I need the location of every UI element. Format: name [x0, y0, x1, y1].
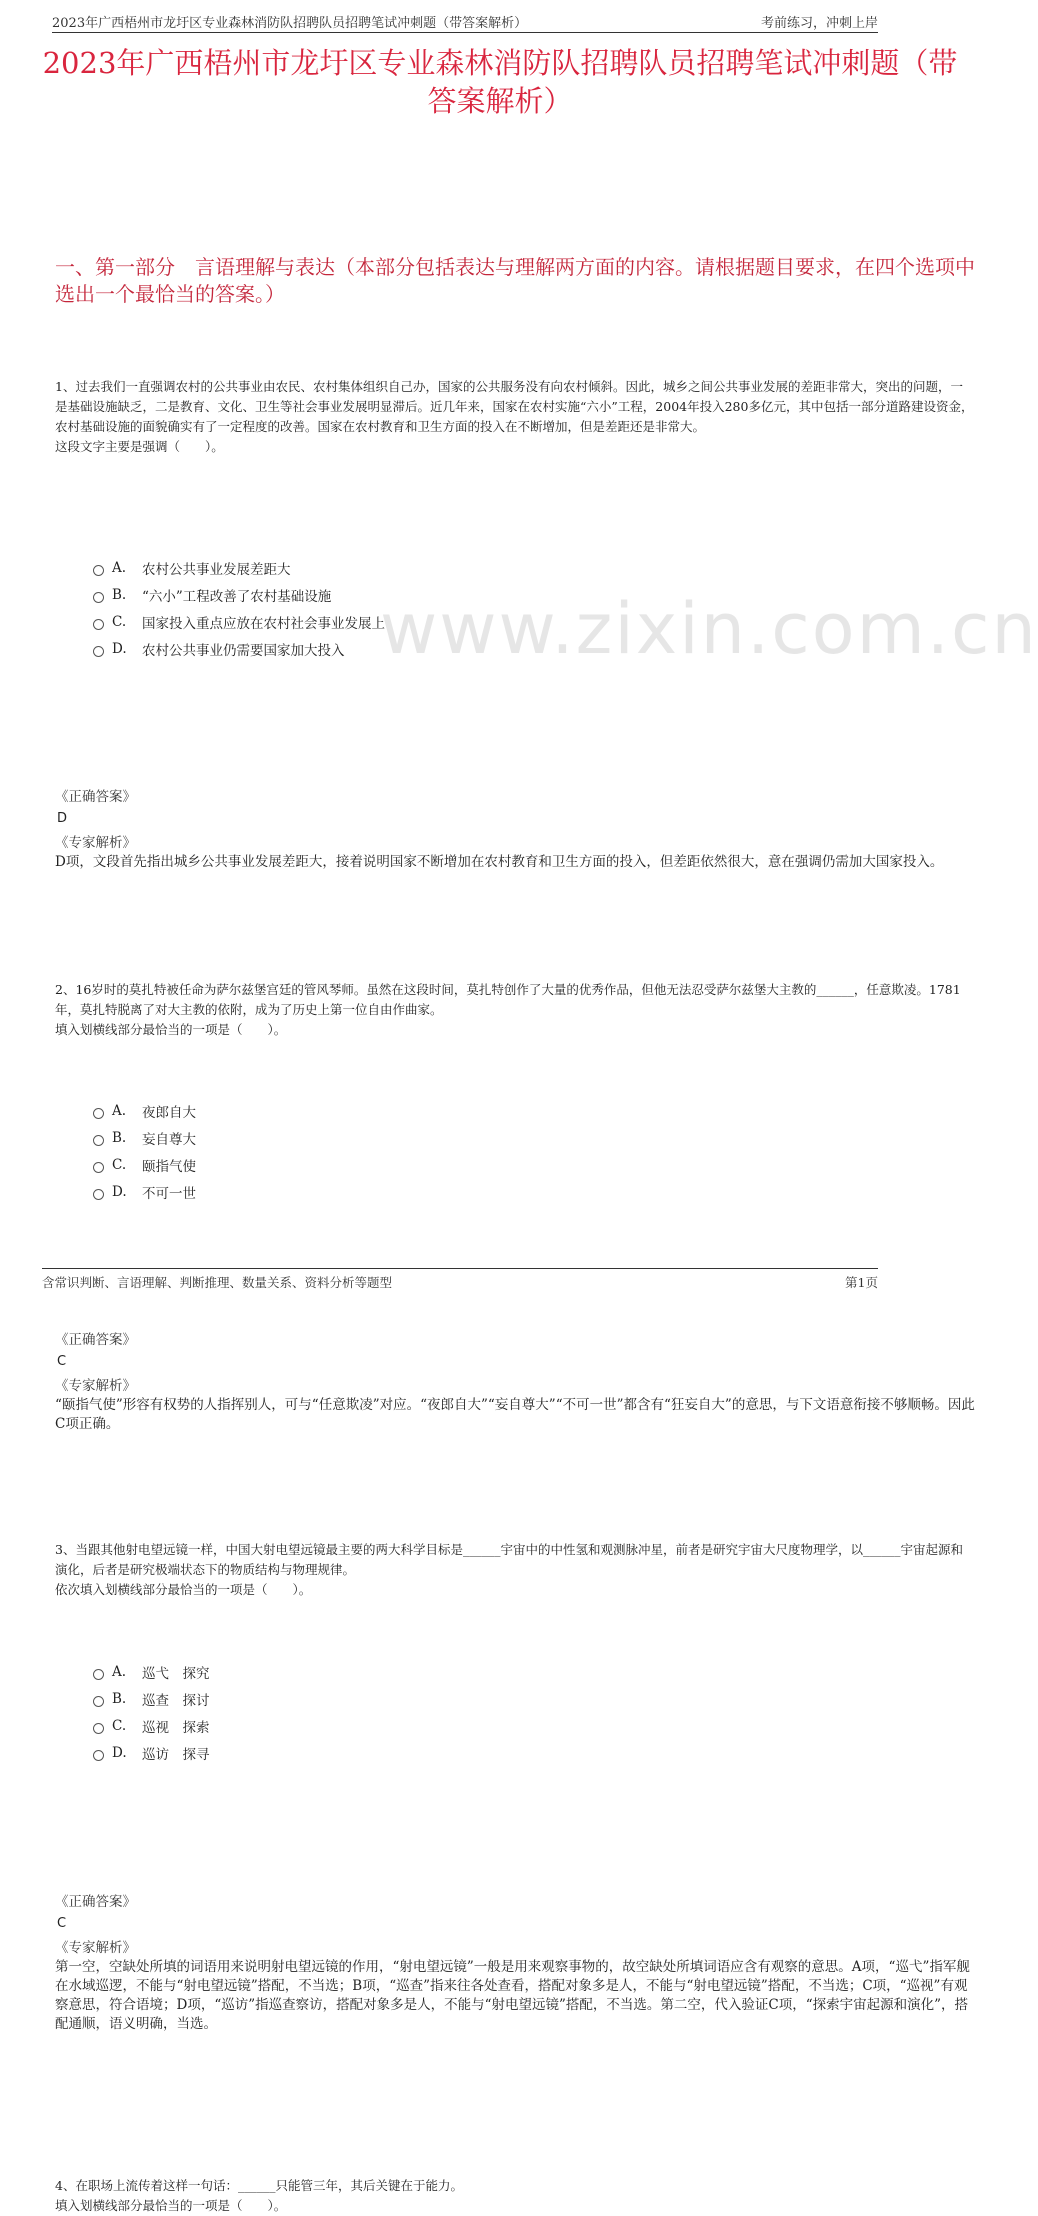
question-2-answer — [55, 1331, 975, 1434]
question-stem-text: 1、过去我们一直强调农村的公共事业由农民、农村集体组织自己办，国家的公共服务没有向农村倾斜。因此，城乡之间公共事业发展的差距非常大，突出的问题，一是基础设施缺乏，二是教育、文化、卫生等社会事业发展明显滞后。近几年来，国家在农村实施“六小”工程，2004年投入280多亿元，其中包括一部分道路建设资金，农村基础设施的面貌确实有了一定程度的改善。国家在农村教育和卫生方面的投入在不断增加，但是差距还是非常大。 — [55, 379, 974, 434]
radio-icon[interactable] — [93, 1669, 104, 1680]
section-heading: 一、第一部分 言语理解与表达（本部分包括表达与理解两方面的内容。请根据题目要求，在四个选项中选出一个最恰当的答案。） — [55, 255, 975, 306]
analysis-text: D项，文段首先指出城乡公共事业发展差距大，接着说明国家不断增加在农村教育和卫生方面的投入，但差距依然很大，意在强调仍需加大国家投入。 — [55, 854, 944, 870]
analysis-label: 《专家解析》 — [55, 1378, 136, 1394]
radio-icon[interactable] — [93, 1750, 104, 1761]
question-2-stem — [55, 980, 975, 1040]
option-c[interactable]: C. 国家投入重点应放在农村社会事业发展上 — [93, 608, 1013, 635]
question-stem-text: 3、当跟其他射电望远镜一样，中国大射电望远镜最主要的两大科学目标是______宇宙中的中性氢和观测脉冲星，前者是研究宇宙大尺度物理学，以______宇宙起源和演化，后者是研究极端状态下的物质结构与物理规律。 — [55, 1542, 963, 1577]
question-1-stem — [55, 377, 975, 457]
question-prompt: 依次填入划横线部分最恰当的一项是（ ）。 — [55, 1582, 312, 1597]
radio-icon[interactable] — [93, 1108, 104, 1119]
option-a[interactable]: A. 夜郎自大 — [93, 1097, 1013, 1124]
question-1-options — [93, 554, 1013, 662]
answer-value: C — [57, 1354, 67, 1369]
option-a[interactable]: A. 农村公共事业发展差距大 — [93, 554, 1013, 581]
header-slogan: 考前练习，冲刺上岸 — [760, 16, 878, 31]
question-3-stem — [55, 1540, 975, 1600]
question-2-options — [93, 1097, 1013, 1205]
radio-icon[interactable] — [93, 1162, 104, 1173]
analysis-text: 第一空，空缺处所填的词语用来说明射电望远镜的作用，“射电望远镜”一般是用来观察事物的，故空缺处所填词语应含有观察的意思。A项，“巡弋”指军舰在水域巡逻，不能与“射电望远镜”搭配，不当选；B项，“巡查”指来往各处查看，搭配对象多是人，不能与“射电望远镜”搭配，不当选；C项，“巡视”有观察意思，符合语境；D项，“巡访”指巡查察访，搭配对象多是人，不能与“射电望远镜”搭配，不当选。第二空，代入验证C项，“探索宇宙起源和演化”，搭配通顺，语义明确，当选。 — [55, 1959, 970, 2032]
question-prompt: 填入划横线部分最恰当的一项是（ ）。 — [55, 1022, 287, 1037]
answer-value: D — [57, 811, 68, 826]
question-1-answer — [55, 788, 975, 872]
page-header — [52, 10, 878, 33]
answer-value: C — [57, 1916, 67, 1931]
page-footer — [42, 1268, 878, 1293]
radio-icon[interactable] — [93, 619, 104, 630]
answer-label: 《正确答案》 — [55, 1332, 136, 1348]
radio-icon[interactable] — [93, 1696, 104, 1707]
option-c[interactable]: C. 巡视 探索 — [93, 1712, 1013, 1739]
analysis-text: “颐指气使”形容有权势的人指挥别人，可与“任意欺凌”对应。“夜郎自大”“妄自尊大”“不可一世”都含有“狂妄自大”的意思，与下文语意衔接不够顺畅。因此C项正确。 — [55, 1397, 975, 1432]
analysis-label: 《专家解析》 — [55, 835, 136, 851]
option-c[interactable]: C. 颐指气使 — [93, 1151, 1013, 1178]
question-prompt: 填入划横线部分最恰当的一项是（ ）。 — [55, 2198, 287, 2213]
radio-icon[interactable] — [93, 1189, 104, 1200]
page-title: 2023年广西梧州市龙圩区专业森林消防队招聘队员招聘笔试冲刺题（带答案解析） — [42, 46, 958, 118]
radio-icon[interactable] — [93, 565, 104, 576]
radio-icon[interactable] — [93, 646, 104, 657]
answer-label: 《正确答案》 — [55, 1894, 136, 1910]
option-b[interactable]: B. 巡查 探讨 — [93, 1685, 1013, 1712]
option-d[interactable]: D. 不可一世 — [93, 1178, 1013, 1205]
option-a[interactable]: A. 巡弋 探究 — [93, 1658, 1013, 1685]
radio-icon[interactable] — [93, 1723, 104, 1734]
radio-icon[interactable] — [93, 1135, 104, 1146]
question-prompt: 这段文字主要是强调（ ）。 — [55, 439, 224, 454]
footer-description: 含常识判断、言语理解、判断推理、数量关系、资料分析等题型 — [42, 1275, 393, 1290]
answer-label: 《正确答案》 — [55, 789, 136, 805]
question-stem-text: 4、在职场上流传着这样一句话：______只能管三年，其后关键在于能力。 — [55, 2178, 463, 2193]
option-b[interactable]: B. 妄自尊大 — [93, 1124, 1013, 1151]
radio-icon[interactable] — [93, 592, 104, 603]
option-d[interactable]: D. 巡访 探寻 — [93, 1739, 1013, 1766]
question-stem-text: 2、16岁时的莫扎特被任命为萨尔兹堡宫廷的管风琴师。虽然在这段时间，莫扎特创作了大量的优秀作品，但他无法忍受萨尔兹堡大主教的______，任意欺凌。1781年，莫扎特脱离了对大主教的依附，成为了历史上第一位自由作曲家。 — [55, 982, 961, 1017]
question-4-stem — [55, 2176, 975, 2216]
option-b[interactable]: B. “六小”工程改善了农村基础设施 — [93, 581, 1013, 608]
analysis-label: 《专家解析》 — [55, 1940, 136, 1956]
question-3-answer — [55, 1893, 975, 2034]
watermark: www.zixin.com.cn — [380, 588, 1038, 670]
header-doc-title: 2023年广西梧州市龙圩区专业森林消防队招聘队员招聘笔试冲刺题（带答案解析） — [52, 16, 528, 31]
option-d[interactable]: D. 农村公共事业仍需要国家加大投入 — [93, 635, 1013, 662]
question-3-options — [93, 1658, 1013, 1766]
page-number: 第1页 — [845, 1275, 878, 1290]
